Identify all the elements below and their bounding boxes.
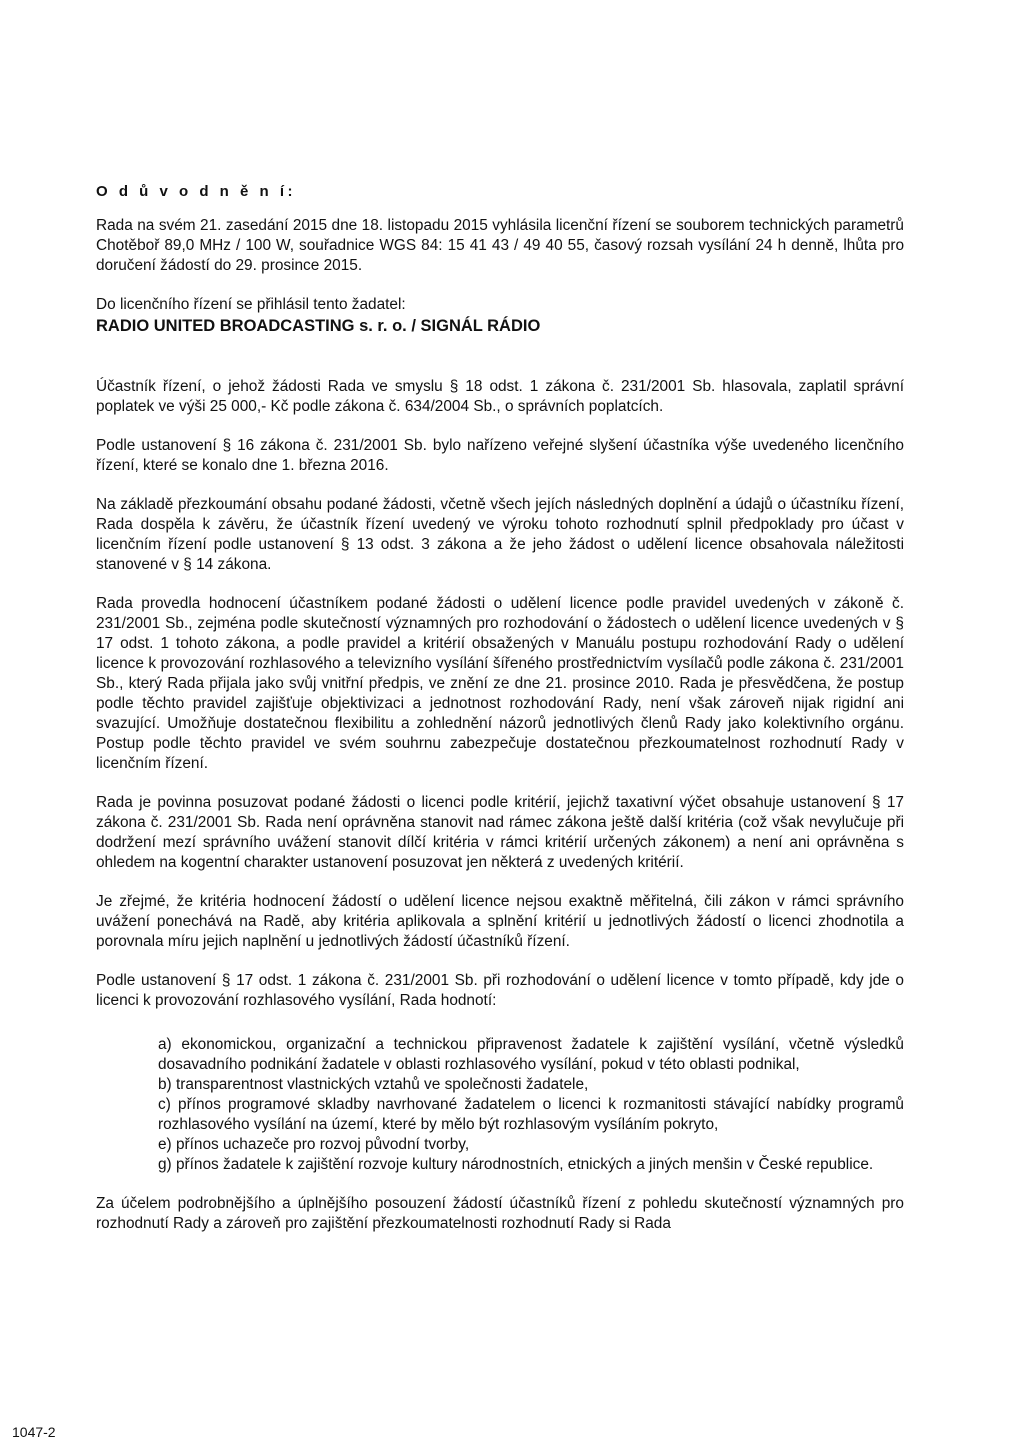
paragraph-measurability: Je zřejmé, že kritéria hodnocení žádostí o udělení licence nejsou exaktně měřitelná, čili zákon v rámci správního uvážení ponechává na Radě, aby kritéria aplikovala a splnění kritérií u jednotlivých žádostí o licenci zhodnotila a porovnala míru jejich naplnění u jednotlivých žádostí účastníků řízení. [96, 893, 904, 950]
criteria-item-e: e) přínos uchazeče pro rozvoj původní tvorby, [158, 1136, 470, 1153]
paragraph-review: Na základě přezkoumání obsahu podané žádosti, včetně všech jejích následných doplnění a údajů o účastníku řízení, Rada dospěla k závěru, že účastník řízení uvedený ve výroku tohoto rozhodnutí splnil předpoklady pro účast v licenčním řízení podle ustanovení § 13 odst. 3 zákona a že jeho žádost o udělení licence obsahovala náležitosti stanovené v § 14 zákona. [96, 496, 904, 573]
applicant-name: RADIO UNITED BROADCASTING s. r. o. / SIGNÁL RÁDIO [96, 317, 541, 335]
section-heading: O d ů v o d n ě n í: [96, 183, 296, 200]
paragraph-tender-announcement: Rada na svém 21. zasedání 2015 dne 18. listopadu 2015 vyhlásila licenční řízení se souborem technických parametrů Chotěboř 89,0 MHz / 100 W, souřadnice WGS 84: 15 41 43 / 49 40 55, časový rozsah vysílání 24 h denně, lhůta pro doručení žádostí do 29. prosince 2015. [96, 217, 904, 274]
paragraph-criteria-intro: Podle ustanovení § 17 odst. 1 zákona č. 231/2001 Sb. při rozhodování o udělení licence v tomto případě, kdy jde o licenci k provozování rozhlasového vysílání, Rada hodnotí: [96, 972, 904, 1009]
criteria-item-a: a) ekonomickou, organizační a technickou připravenost žadatele k zajištění vysílání, včetně výsledků dosavadního podnikání žadatele v oblasti rozhlasového vysílání, pokud v této oblasti podnikal, [158, 1036, 904, 1073]
paragraph-criteria-duty: Rada je povinna posuzovat podané žádosti o licenci podle kritérií, jejichž taxativní výčet obsahuje ustanovení § 17 zákona č. 231/2001 Sb. Rada není oprávněna stanovit nad rámec zákona ještě další kritéria (což však nevylučuje při dodržení mezí správního uvážení stanovit dílčí kritéria v rámci kritérií určených zákonem) a není ani oprávněna s ohledem na kogentní charakter ustanovení posuzovat jen některá z uvedených kritérií. [96, 794, 904, 871]
paragraph-fee: Účastník řízení, o jehož žádosti Rada ve smyslu § 18 odst. 1 zákona č. 231/2001 Sb. hlasovala, zaplatil správní poplatek ve výši 25 000,- Kč podle zákona č. 634/2004 Sb., o správních poplatcích. [96, 378, 904, 415]
criteria-item-c: c) přínos programové skladby navrhované žadatelem o licenci k rozmanitosti stávající nabídky programů rozhlasového vysílání na území, které by mělo být rozhlasovým vysíláním pokryto, [158, 1096, 904, 1133]
criteria-item-g: g) přínos žadatele k zajištění rozvoje kultury národnostních, etnických a jiných menšin v České republice. [158, 1156, 874, 1173]
page-number: 1047-2 [12, 1424, 56, 1440]
paragraph-applicant-intro: Do licenčního řízení se přihlásil tento žadatel: [96, 296, 406, 313]
paragraph-closing: Za účelem podrobnějšího a úplnějšího posouzení žádostí účastníků řízení z pohledu skutečností významných pro rozhodnutí Rady a zároveň pro zajištění přezkoumatelnosti rozhodnutí Rady si Rada [96, 1195, 904, 1232]
criteria-list [158, 1035, 904, 1175]
criteria-item-b: b) transparentnost vlastnických vztahů ve společnosti žadatele, [158, 1076, 589, 1093]
paragraph-hearing: Podle ustanovení § 16 zákona č. 231/2001 Sb. bylo nařízeno veřejné slyšení účastníka výše uvedeného licenčního řízení, které se konalo dne 1. března 2016. [96, 437, 904, 474]
document-body [96, 182, 904, 1253]
paragraph-evaluation: Rada provedla hodnocení účastníkem podané žádosti o udělení licence podle pravidel uvedených v zákoně č. 231/2001 Sb., zejména podle skutečností významných pro rozhodování o žádostech o udělení licence uvedených v § 17 odst. 1 tohoto zákona, a podle pravidel a kritérií obsažených v Manuálu postupu rozhodování Rady o udělení licence k provozování rozhlasového a televizního vysílání šířeného prostřednictvím vysílačů podle zákona č. 231/2001 Sb., který Rada přijala jako svůj vnitřní předpis, ve znění ze dne 21. prosince 2010. Rada je přesvědčena, že postup podle těchto pravidel zajišťuje objektivizaci a jednotnost rozhodování Rady, není však zároveň nijak rigidní ani svazující. Umožňuje dostatečnou flexibilitu a zohlednění názorů jednotlivých členů Rady jako kolektivního orgánu. Postup podle těchto pravidel ve svém souhrnu zabezpečuje dostatečnou přezkoumatelnost rozhodnutí Rady v licenčním řízení. [96, 595, 904, 772]
